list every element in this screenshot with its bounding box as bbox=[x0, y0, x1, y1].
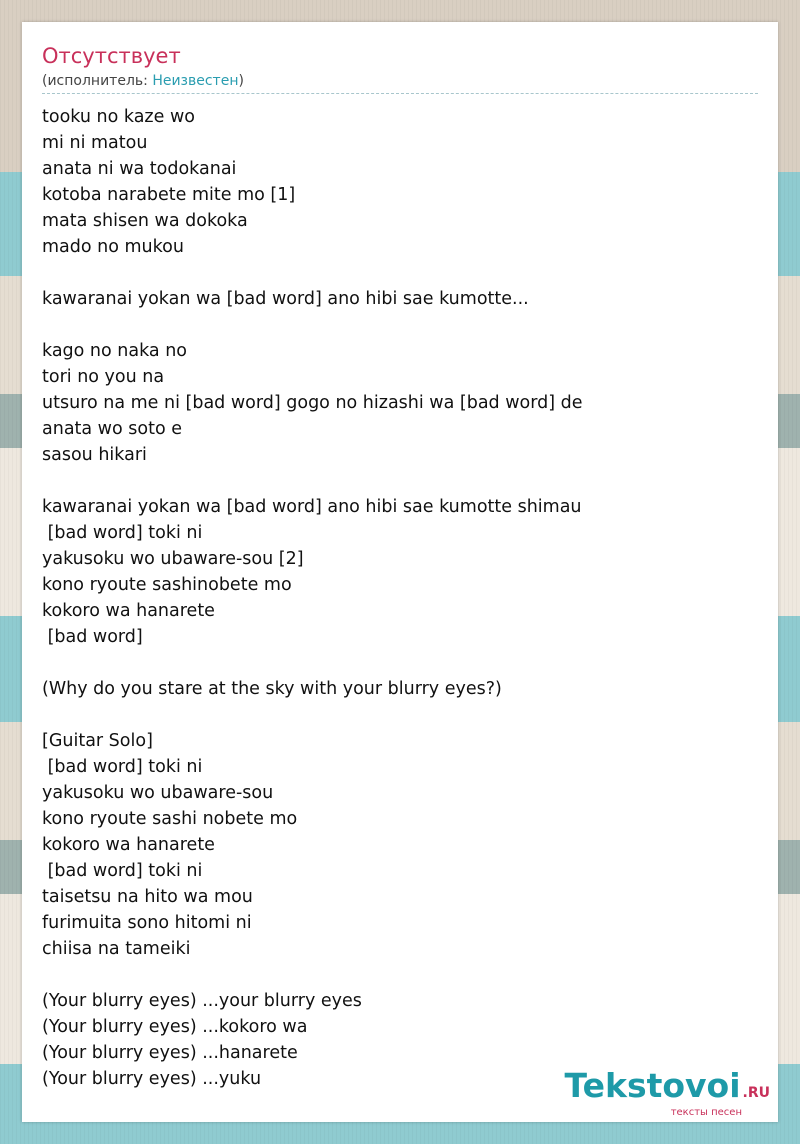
divider bbox=[42, 93, 758, 94]
site-logo[interactable] bbox=[564, 1066, 770, 1118]
logo-tld: .RU bbox=[742, 1085, 770, 1101]
artist-prefix: (исполнитель: bbox=[42, 73, 153, 89]
artist-line bbox=[42, 73, 244, 89]
logo-wordmark bbox=[564, 1066, 770, 1110]
lyrics-sheet bbox=[22, 22, 778, 1122]
artist-suffix: ) bbox=[238, 73, 244, 89]
logo-tagline: тексты песен bbox=[670, 1107, 742, 1118]
logo-name: Tekstovoi bbox=[564, 1066, 741, 1105]
song-title: Отсутствует bbox=[42, 44, 181, 68]
artist-link[interactable]: Неизвестен bbox=[152, 73, 239, 89]
lyrics-text: tooku no kaze wo mi ni matou anata ni wa todokanai kotoba narabete mite mo [1] mata shisen wa dokoka mado no mukou kawaranai yokan wa [bad word] ano hibi sae kumotte... kago no naka no tori no you na utsuro na me ni [bad word] gogo no hizashi wa [bad word] de anata wo soto e sasou hikari kawaranai yokan wa [bad word] ano hibi sae kumotte shimau [bad word] toki ni yakusoku wo ubaware-sou [2] kono ryoute sashinobete mo kokoro wa hanarete [bad word] (Why do you stare at the sky with your blurry eyes?) [Guitar Solo] [bad word] toki ni yakusoku wo ubaware-sou kono ryoute sashi nobete mo kokoro wa hanarete [bad word] toki ni taisetsu na hito wa mou furimuita sono hitomi ni chiisa na tameiki (Your blurry eyes) ...your blurry eyes (Your blurry eyes) ...kokoro wa (Your blurry eyes) ...hanarete (Your blurry eyes) ...yuku bbox=[42, 107, 583, 1089]
